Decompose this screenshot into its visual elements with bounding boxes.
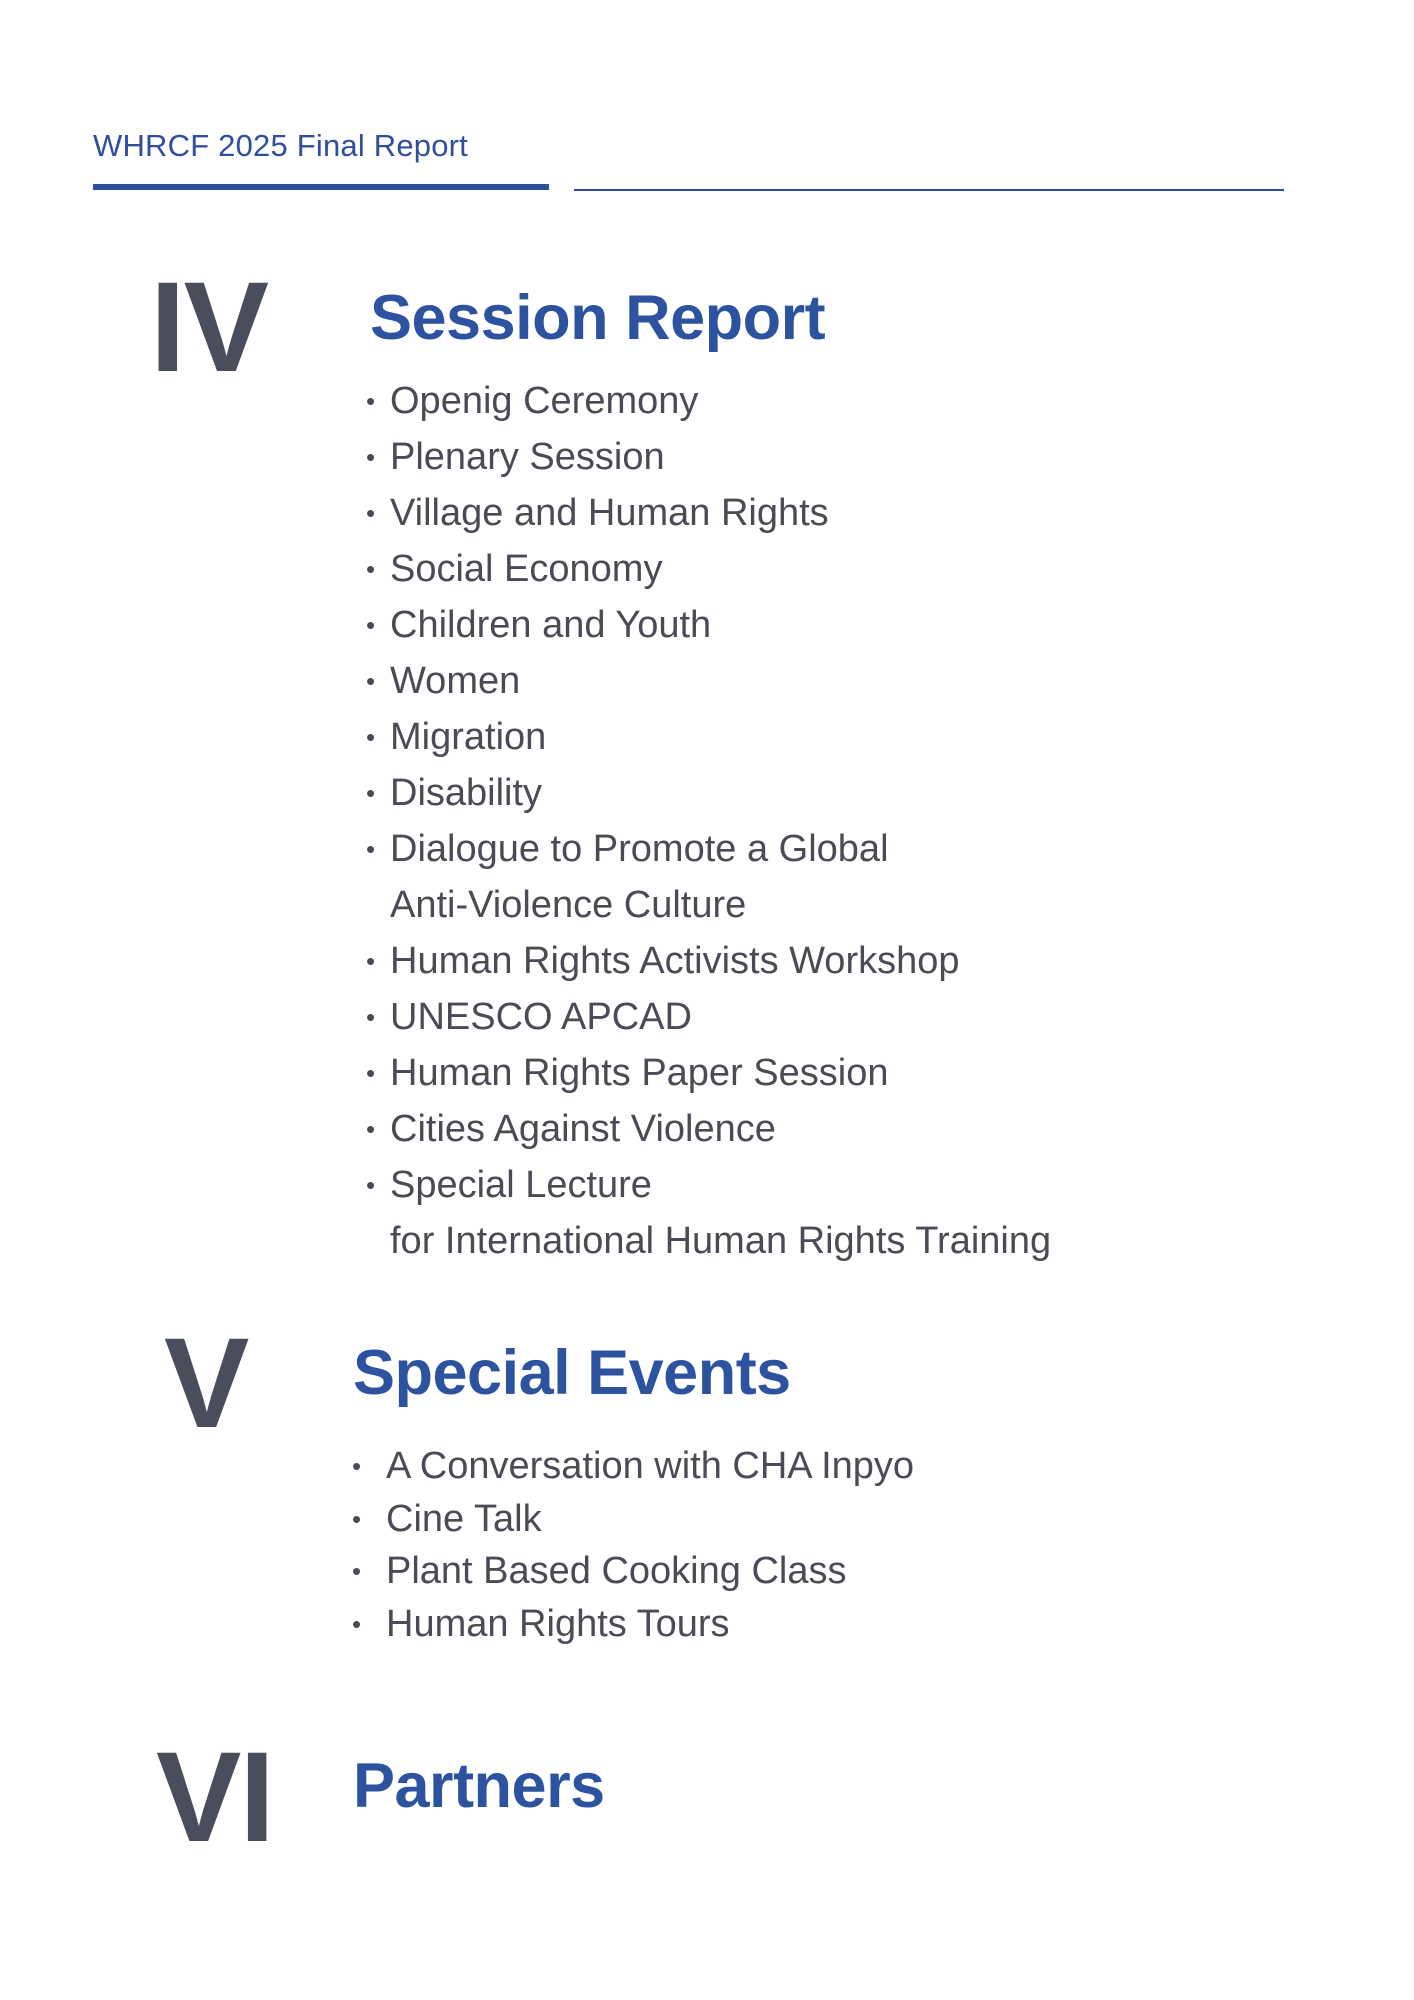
list-item: • A Conversation with CHA Inpyo bbox=[352, 1440, 914, 1493]
list-item: • Migration bbox=[366, 709, 1051, 765]
list-item: • Human Rights Activists Workshop bbox=[366, 933, 1051, 989]
list-item: • Plenary Session bbox=[366, 429, 1051, 485]
list-item: • Cine Talk bbox=[352, 1493, 914, 1546]
list-item: • Disability bbox=[366, 765, 1051, 821]
list-item: • Human Rights Paper Session bbox=[366, 1045, 1051, 1101]
header-underline-thick bbox=[93, 184, 549, 190]
section-title: Session Report bbox=[370, 283, 826, 353]
report-title: WHRCF 2025 Final Report bbox=[93, 128, 468, 163]
list-item: • Human Rights Tours bbox=[352, 1598, 914, 1651]
list-item: • Special Lecture for International Human Rights Training bbox=[366, 1157, 1051, 1269]
section-numeral: IV bbox=[150, 256, 267, 399]
list-item: • UNESCO APCAD bbox=[366, 989, 1051, 1045]
list-item: • Cities Against Violence bbox=[366, 1101, 1051, 1157]
list-item: • Openig Ceremony bbox=[366, 373, 1051, 429]
list-item: • Village and Human Rights bbox=[366, 485, 1051, 541]
list-item: • Children and Youth bbox=[366, 597, 1051, 653]
section-numeral: VI bbox=[156, 1726, 273, 1869]
list-item: • Dialogue to Promote a Global Anti-Violence Culture bbox=[366, 821, 1051, 933]
list-item: • Women bbox=[366, 653, 1051, 709]
session-list bbox=[366, 373, 1051, 1269]
section-numeral: V bbox=[164, 1312, 248, 1455]
section-title: Partners bbox=[353, 1751, 605, 1821]
special-events-list bbox=[352, 1440, 914, 1650]
list-item: • Social Economy bbox=[366, 541, 1051, 597]
header-underline-thin bbox=[574, 189, 1284, 191]
list-item: • Plant Based Cooking Class bbox=[352, 1545, 914, 1598]
section-title: Special Events bbox=[353, 1338, 791, 1408]
